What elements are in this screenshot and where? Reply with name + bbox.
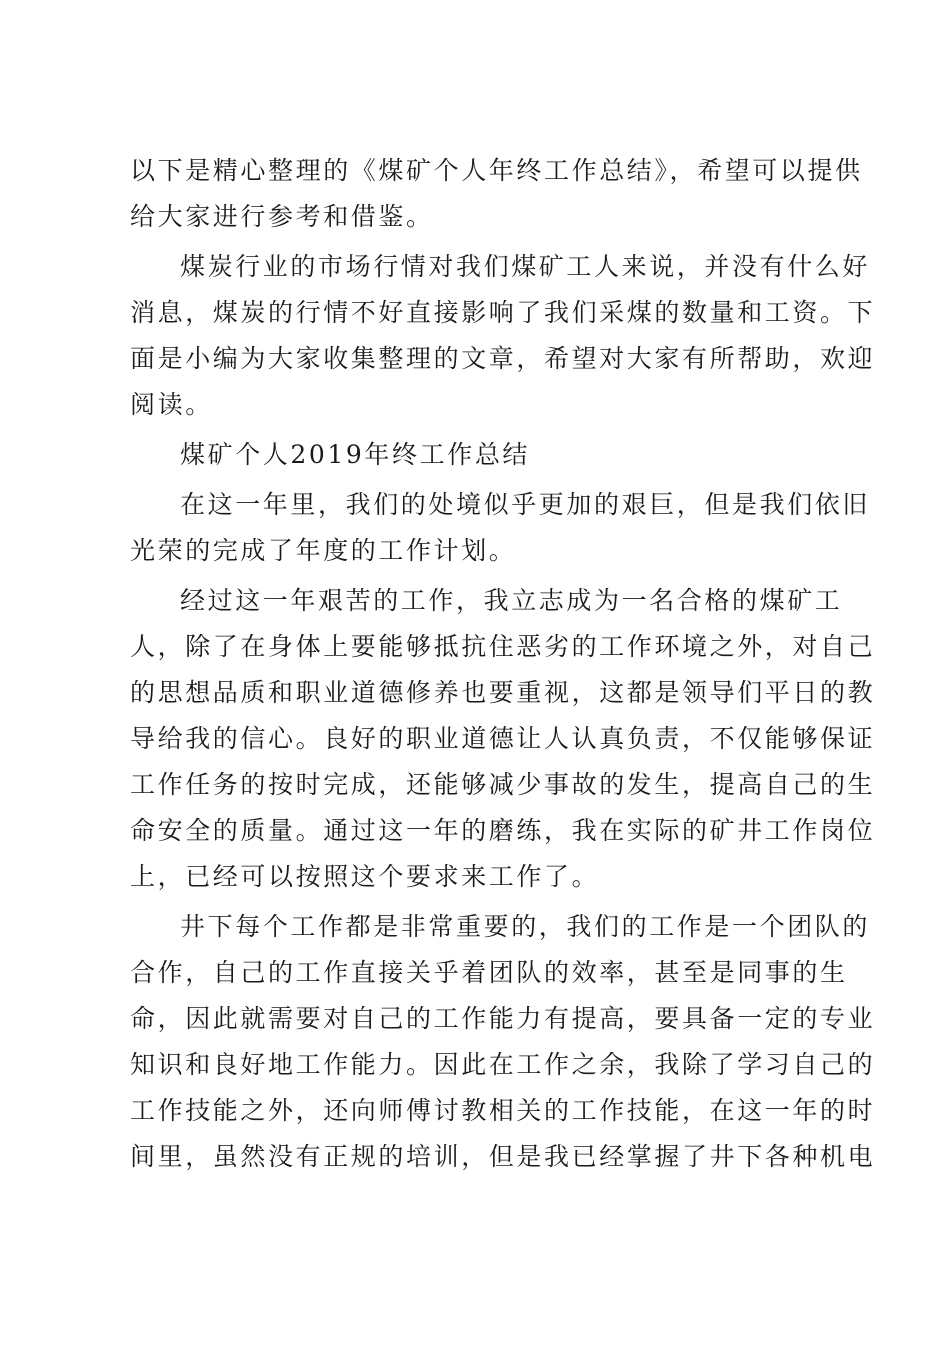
text-line: 在这一年里，我们的处境似乎更加的艰巨，但是我们依旧	[180, 490, 871, 519]
text-line: 导给我的信心。良好的职业道德让人认真负责，不仅能够保证	[130, 724, 876, 753]
text-line: 给大家进行参考和借鉴。	[130, 202, 434, 231]
text-line: 合作，自己的工作直接关乎着团队的效率，甚至是同事的生	[130, 958, 848, 987]
teamwork-paragraph	[130, 904, 876, 1180]
text-line: 人，除了在身体上要能够抵抗住恶劣的工作环境之外，对自己	[130, 632, 876, 661]
industry-paragraph	[130, 244, 876, 428]
text-line: 井下每个工作都是非常重要的，我们的工作是一个团队的	[180, 912, 871, 941]
text-line: 煤矿个人2019年终工作总结	[180, 440, 531, 469]
ethics-paragraph	[130, 578, 876, 900]
text-line: 上，已经可以按照这个要求来工作了。	[130, 862, 600, 891]
text-line: 以下是精心整理的《煤矿个人年终工作总结》，希望可以提供	[130, 156, 863, 185]
year-summary-paragraph	[130, 482, 871, 574]
intro-paragraph	[130, 148, 863, 240]
text-line: 间里，虽然没有正规的培训，但是我已经掌握了井下各种机电	[130, 1142, 876, 1171]
document-body	[130, 148, 876, 1180]
text-line: 煤炭行业的市场行情对我们煤矿工人来说，并没有什么好	[180, 252, 871, 281]
text-line: 消息，煤炭的行情不好直接影响了我们采煤的数量和工资。下	[130, 298, 876, 327]
text-line: 面是小编为大家收集整理的文章，希望对大家有所帮助，欢迎	[130, 344, 876, 373]
text-line: 知识和良好地工作能力。因此在工作之余，我除了学习自己的	[130, 1050, 876, 1079]
text-line: 命，因此就需要对自己的工作能力有提高，要具备一定的专业	[130, 1004, 876, 1033]
text-line: 的思想品质和职业道德修养也要重视，这都是领导们平日的教	[130, 678, 876, 707]
article-title	[130, 432, 826, 478]
text-line: 阅读。	[130, 390, 213, 419]
text-line: 经过这一年艰苦的工作，我立志成为一名合格的煤矿工	[180, 586, 843, 615]
text-line: 工作技能之外，还向师傅讨教相关的工作技能，在这一年的时	[130, 1096, 876, 1125]
text-line: 命安全的质量。通过这一年的磨练，我在实际的矿井工作岗位	[130, 816, 876, 845]
text-line: 工作任务的按时完成，还能够减少事故的发生，提高自己的生	[130, 770, 876, 799]
text-line: 光荣的完成了年度的工作计划。	[130, 536, 517, 565]
